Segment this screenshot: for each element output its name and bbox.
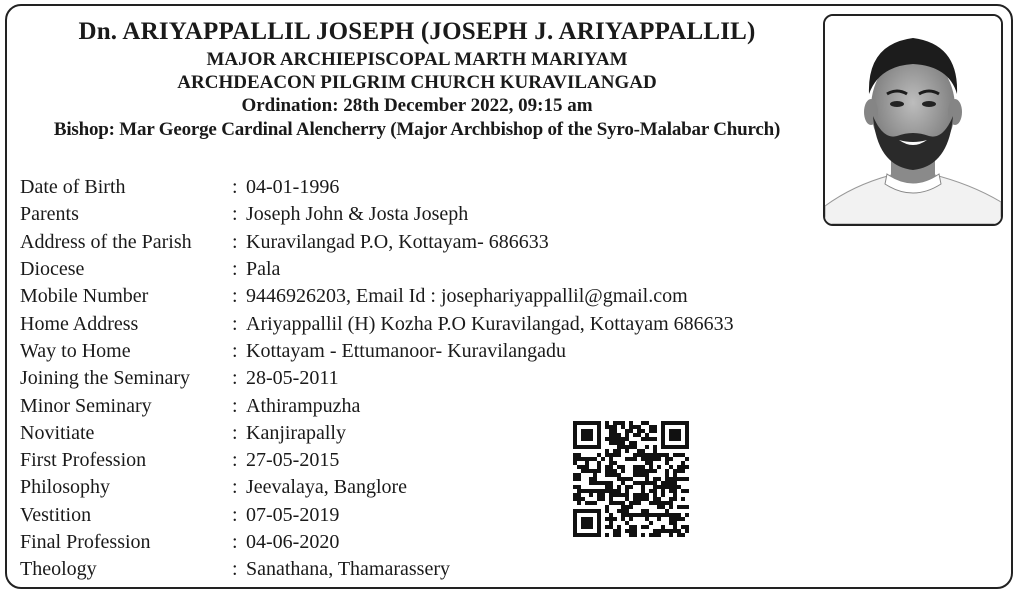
obituary-card [5, 4, 1013, 589]
detail-separator: : [232, 476, 238, 499]
detail-value: 9446926203, Email Id : josephariyappallil@gmail.com [246, 285, 688, 308]
detail-label: Vestition [20, 503, 92, 526]
detail-separator: : [232, 421, 238, 444]
detail-value: Kanjirapally [246, 421, 346, 444]
detail-row [20, 556, 734, 583]
detail-row [20, 256, 734, 283]
detail-value: Athirampuzha [246, 394, 361, 417]
detail-label: Theology [20, 558, 97, 581]
detail-row [20, 338, 734, 365]
detail-separator: : [232, 203, 238, 226]
detail-label: Diocese [20, 258, 85, 281]
detail-separator: : [232, 367, 238, 390]
detail-separator: : [232, 312, 238, 335]
detail-separator: : [232, 285, 238, 308]
detail-label: Address of the Parish [20, 230, 192, 253]
detail-separator: : [232, 176, 238, 199]
detail-value: Kuravilangad P.O, Kottayam- 686633 [246, 230, 549, 253]
detail-row [20, 229, 734, 256]
detail-label: Home Address [20, 312, 139, 335]
deacon-name: Dn. ARIYAPPALLIL JOSEPH (JOSEPH J. ARIYAPPALLIL) [78, 18, 756, 45]
detail-label: Way to Home [20, 339, 131, 362]
detail-value: Jeevalaya, Banglore [246, 476, 408, 499]
church-line-2: ARCHDEACON PILGRIM CHURCH KURAVILANGAD [177, 72, 657, 93]
bishop-line: Bishop: Mar George Cardinal Alencherry (Major Archbishop of the Syro-Malabar Church) [53, 119, 781, 140]
detail-value: 04-06-2020 [246, 531, 340, 553]
detail-value: 07-05-2019 [246, 503, 340, 526]
detail-separator: : [232, 449, 238, 472]
detail-separator: : [232, 258, 238, 281]
detail-separator: : [232, 339, 238, 362]
detail-label: Novitiate [20, 421, 95, 444]
detail-value: 04-01-1996 [246, 176, 340, 199]
portrait-photo [823, 14, 1003, 226]
detail-value: Pala [246, 258, 281, 281]
detail-value: 28-05-2011 [246, 367, 339, 390]
detail-row [20, 174, 734, 201]
detail-separator: : [232, 394, 238, 417]
detail-row [20, 365, 734, 392]
detail-row [20, 201, 734, 228]
detail-value: Ariyappallil (H) Kozha P.O Kuravilangad, Kottayam 686633 [246, 312, 734, 335]
detail-value: 27-05-2015 [246, 449, 340, 472]
detail-label: Joining the Seminary [20, 367, 190, 390]
ordination-date: Ordination: 28th December 2022, 09:15 am [241, 95, 593, 116]
qr-code [573, 421, 689, 537]
detail-separator: : [232, 230, 238, 253]
detail-label: Final Profession [20, 531, 151, 553]
detail-row [20, 392, 734, 419]
detail-label: First Profession [20, 449, 147, 472]
church-line-1: MAJOR ARCHIEPISCOPAL MARTH MARIYAM [206, 49, 628, 70]
detail-separator: : [232, 503, 238, 526]
header [7, 16, 827, 142]
detail-label: Parents [20, 203, 79, 226]
detail-value: Sanathana, Thamarassery [246, 558, 450, 581]
detail-row [20, 283, 734, 310]
detail-separator: : [232, 531, 238, 553]
detail-label: Philosophy [20, 476, 111, 499]
detail-label: Mobile Number [20, 285, 149, 308]
detail-label: Date of Birth [20, 176, 126, 199]
detail-value: Joseph John & Josta Joseph [246, 203, 469, 226]
detail-label: Minor Seminary [20, 394, 152, 417]
detail-separator: : [232, 558, 238, 581]
detail-row [20, 310, 734, 337]
detail-value: Kottayam - Ettumanoor- Kuravilangadu [246, 339, 567, 362]
